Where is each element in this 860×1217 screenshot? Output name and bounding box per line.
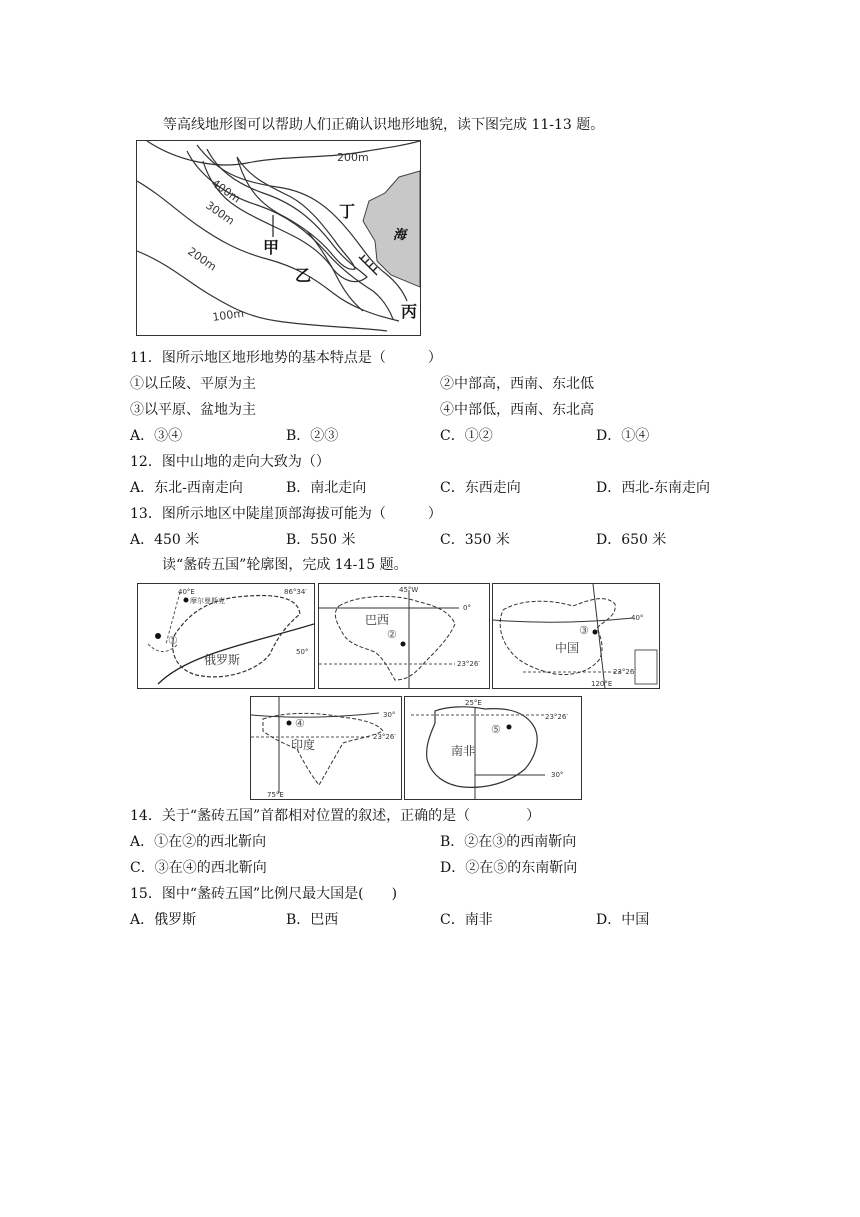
safrica-capital-dot	[507, 725, 512, 730]
brazil-lat2: 23°26′	[457, 660, 480, 668]
map-india	[250, 696, 402, 800]
contour-line-300	[187, 151, 393, 319]
china-lon: 120°E	[591, 680, 613, 688]
q11-stem: 11．图所示地区地形地势的基本特点是（ ）	[130, 350, 442, 366]
brazil-lon: 45°W	[399, 586, 419, 594]
q11-option-b: B．②③	[286, 428, 339, 444]
q12-option-a: A．东北-西南走向	[130, 480, 243, 496]
china-lat2: 23°26′	[613, 668, 636, 676]
q13-stem: 13．图所示地区中陡崖顶部海拔可能为（ ）	[130, 506, 442, 522]
brazil-capital-dot	[401, 642, 406, 647]
contour-map	[137, 141, 420, 335]
q12-option-b: B．南北走向	[286, 480, 367, 496]
q14-option-c: C．③在④的西北靳向	[130, 860, 267, 876]
brazil-lat0: 0°	[463, 604, 471, 612]
q15-option-c: C．南非	[440, 912, 493, 928]
safrica-name: 南非	[451, 744, 476, 758]
safrica-lat2: 23°26′	[545, 713, 568, 721]
q11-item-3: ③以平原、盆地为主	[130, 402, 256, 418]
q11-item-4: ④中部低，西南、东北高	[440, 402, 594, 418]
china-lat-label: 40°	[631, 614, 644, 622]
label-sea: 海	[393, 228, 407, 243]
q14-stem: 14．关于“盠砖五国”首都相对位置的叙述，正确的是（ ）	[130, 808, 541, 824]
murmansk-dot	[184, 598, 189, 603]
india-lon: 75°E	[267, 791, 284, 799]
q14-option-a: A．①在②的西北靳向	[130, 834, 267, 850]
china-num: ③	[579, 624, 589, 637]
q15-option-b: B．巴西	[286, 912, 339, 928]
china-name: 中国	[555, 641, 580, 655]
label-bing: 丙	[401, 302, 418, 321]
safrica-lat: 30°	[551, 771, 564, 779]
label-100m: 100m	[211, 306, 245, 324]
china-capital-dot	[593, 630, 598, 635]
map-brazil	[318, 583, 490, 689]
label-300m: 300m	[203, 198, 237, 228]
india-capital-dot	[287, 721, 292, 726]
safrica-num: ⑤	[491, 723, 501, 736]
q12-option-d: D．西北-东南走向	[596, 480, 710, 496]
contour-line-inner	[237, 157, 355, 269]
q12-option-c: C．东西走向	[440, 480, 521, 496]
map-china	[492, 583, 660, 689]
q15-option-d: D．中国	[596, 912, 650, 928]
safrica-lon: 25°E	[465, 699, 482, 707]
russia-name: 俄罗斯	[204, 653, 241, 667]
q14-option-b: B．②在③的西南靳向	[440, 834, 577, 850]
label-200m-top: 200m	[337, 151, 369, 164]
q13-option-a: A．450 米	[130, 532, 200, 548]
q15-stem: 15．图中“盠砖五国”比例尺最大国是( )	[130, 886, 398, 902]
intro-text-2: 读“盠砖五国”轮廓图，完成 14-15 题。	[162, 557, 408, 573]
q11-item-1: ①以丘陵、平原为主	[130, 376, 256, 392]
q11-option-d: D．①④	[596, 428, 650, 444]
label-jia: 甲	[263, 238, 280, 257]
india-lat2: 23°26′	[373, 733, 396, 741]
contour-map-figure	[136, 140, 421, 336]
q13-option-b: B．550 米	[286, 532, 356, 548]
brazil-name: 巴西	[365, 613, 390, 627]
russia-lon-40: 40°E	[178, 588, 195, 596]
russia-num: ①	[168, 634, 178, 647]
label-yi: 乙	[295, 266, 312, 285]
china-inset-box	[635, 650, 657, 684]
china-lat-40	[493, 618, 633, 622]
q13-option-d: D．650 米	[596, 532, 667, 548]
brazil-num: ②	[387, 628, 397, 641]
q14-option-d: D．②在⑤的东南靳向	[440, 860, 578, 876]
q13-option-c: C．350 米	[440, 532, 510, 548]
q12-stem: 12．图中山地的走向大致为（）	[130, 454, 330, 470]
label-400m: 400m	[209, 176, 243, 206]
china-outline	[500, 599, 615, 675]
india-lat: 30°	[383, 711, 396, 719]
russia-capital-dot	[155, 633, 161, 639]
q11-option-a: A．③④	[130, 428, 183, 444]
russia-city: 摩尔曼斯克	[190, 597, 225, 605]
india-num: ④	[295, 717, 305, 730]
map-south-africa	[404, 696, 582, 800]
label-ding: 丁	[339, 202, 356, 221]
russia-lat: 50°	[296, 648, 309, 656]
label-200m-left: 200m	[185, 244, 219, 274]
q15-option-a: A．俄罗斯	[130, 912, 197, 928]
map-russia	[137, 583, 315, 689]
russia-lon-86: 86°34′	[284, 588, 307, 596]
q11-option-c: C．①②	[440, 428, 493, 444]
intro-text-1: 等高线地形图可以帮助人们正确认识地形地貌，读下图完成 11-13 题。	[163, 117, 605, 133]
q11-item-2: ②中部高，西南、东北低	[440, 376, 594, 392]
india-outline	[263, 713, 383, 785]
india-name: 印度	[291, 738, 316, 752]
